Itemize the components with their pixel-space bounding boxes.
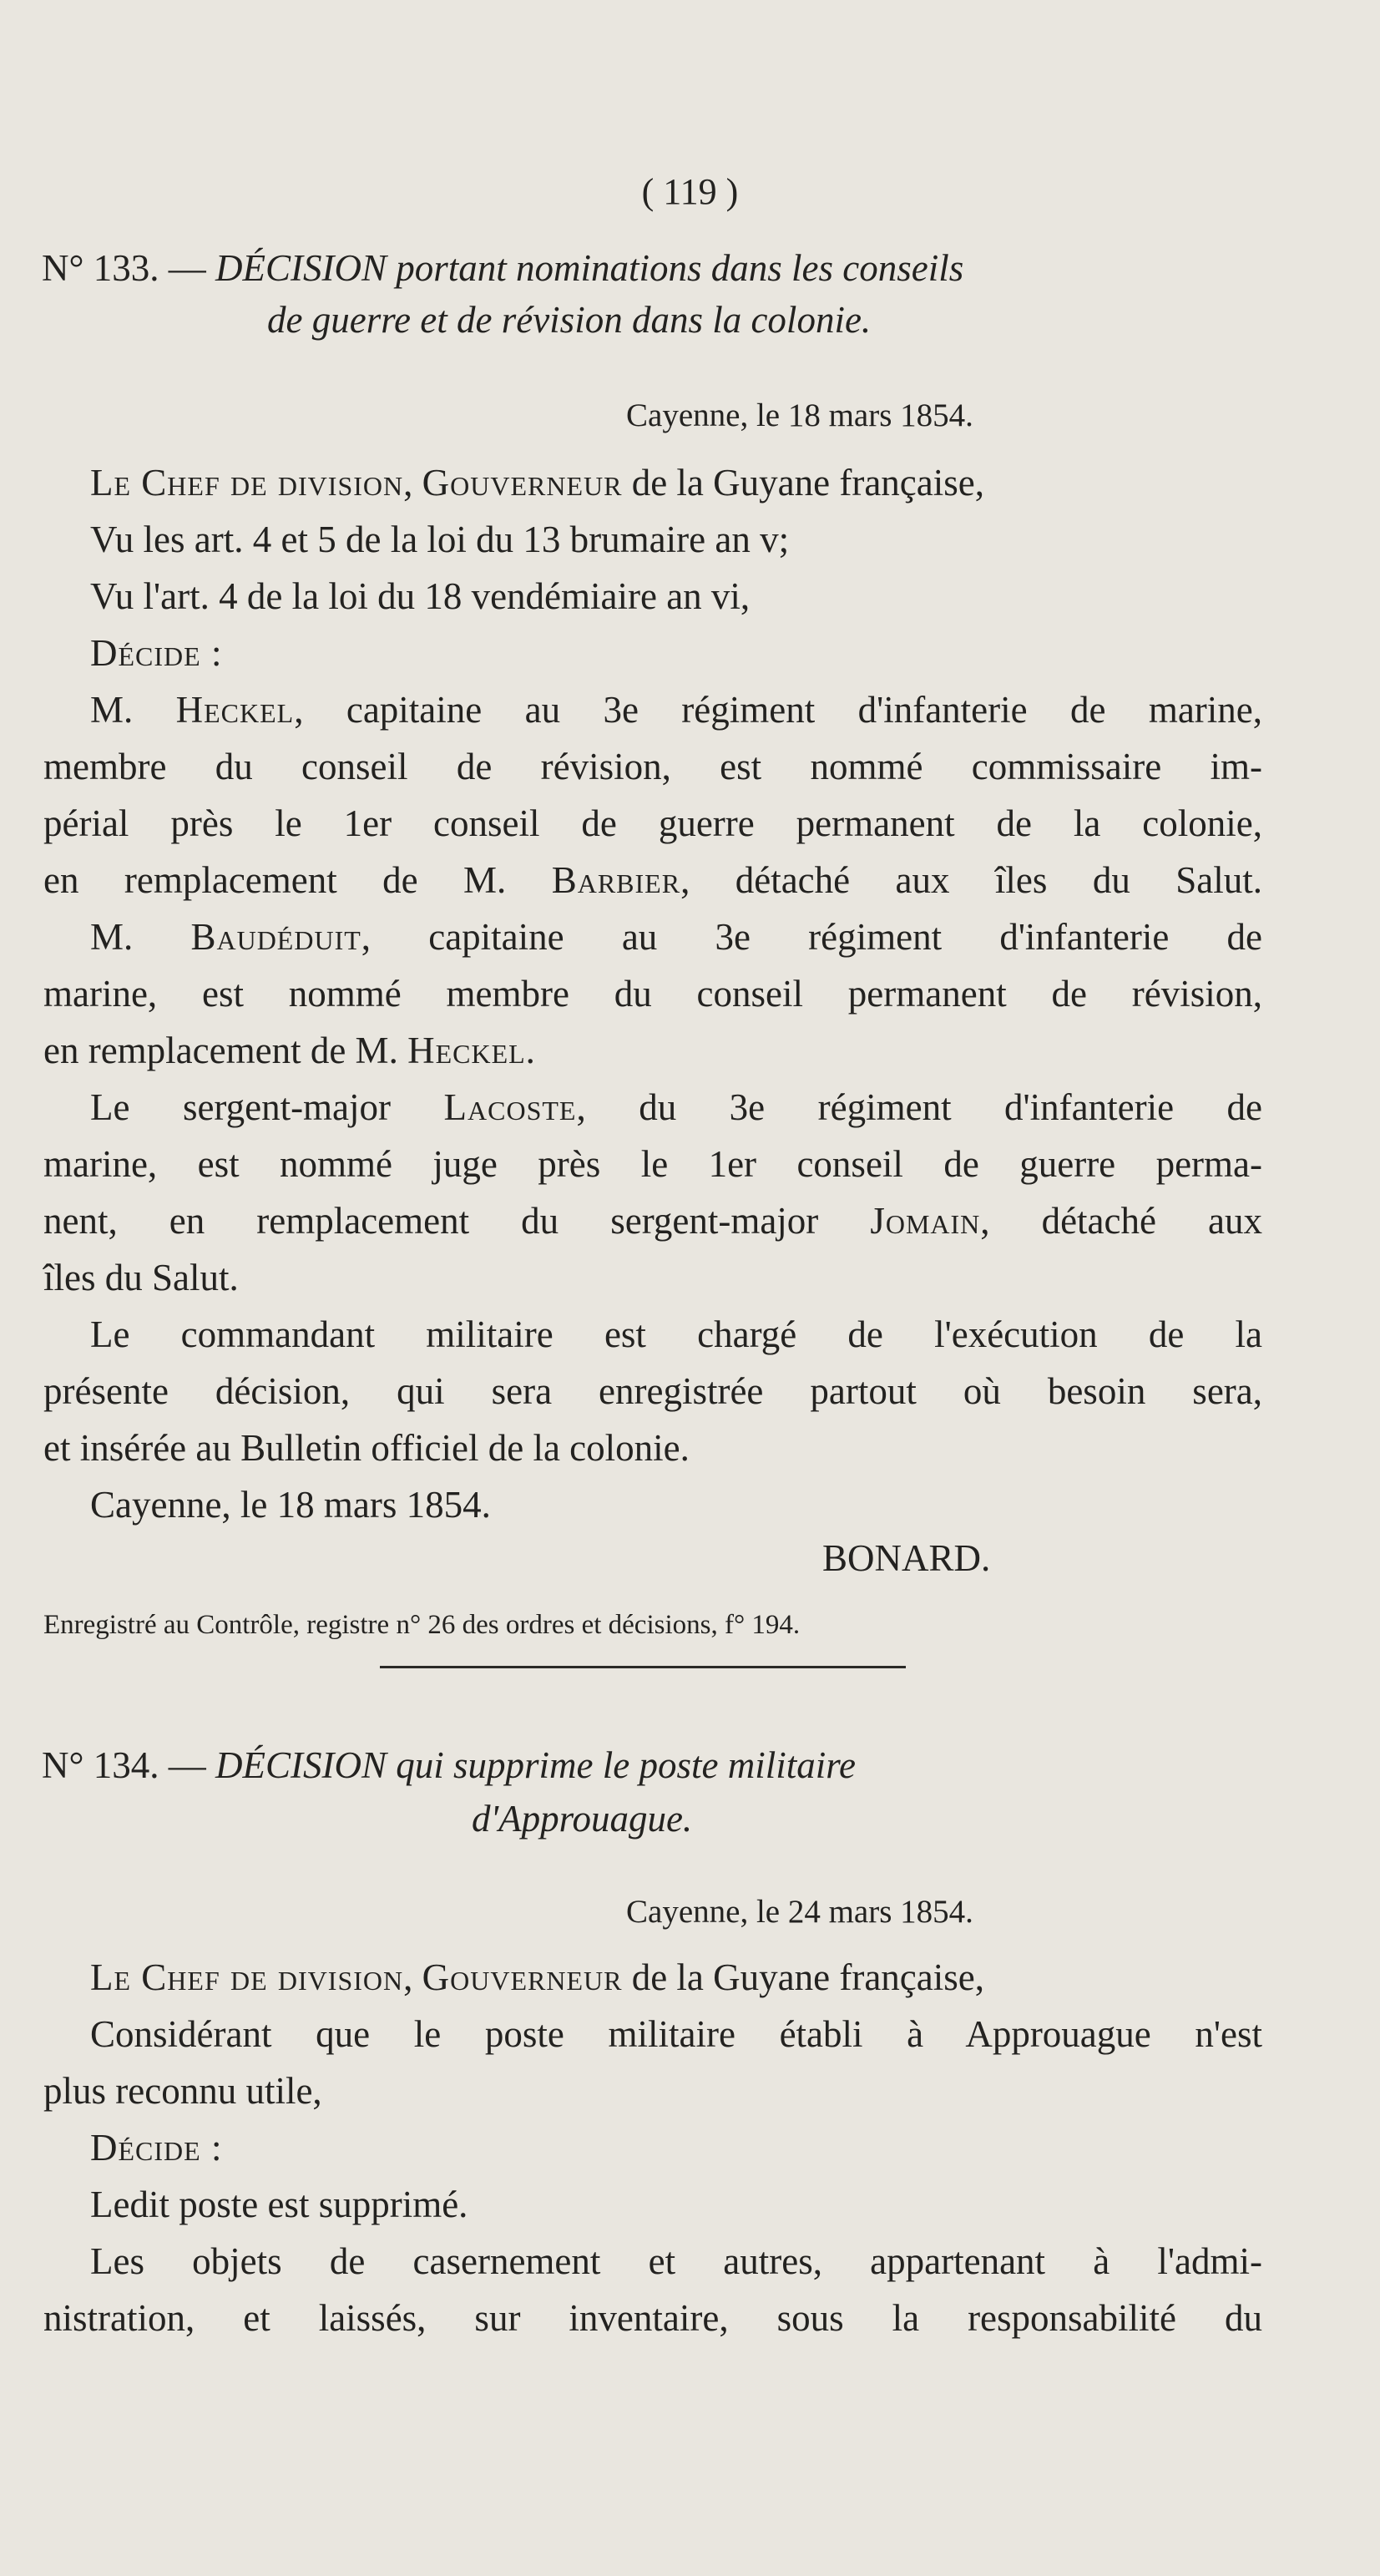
governor-suffix: de la Guyane française, xyxy=(622,462,984,504)
decision-134-number: N° 134. — xyxy=(42,1744,206,1786)
text: M. xyxy=(90,916,191,958)
text: Le sergent-major xyxy=(90,1086,444,1128)
section-divider xyxy=(380,1666,906,1668)
page-number: ( 119 ) xyxy=(641,171,739,212)
decision-133-vu-2: Vu l'art. 4 de la loi du 18 vendémiaire an vi, xyxy=(90,575,751,617)
name-baudeduit: Baudéduit xyxy=(190,916,361,958)
decision-133-para2-line1 xyxy=(90,913,1262,960)
text: M. xyxy=(90,689,176,731)
decision-133-heading xyxy=(42,245,963,291)
decision-133-title-continued: de guerre et de révision dans la colonie. xyxy=(267,299,872,341)
decision-133-vu-1: Vu les art. 4 et 5 de la loi du 13 brumaire an v; xyxy=(90,519,790,560)
decision-133-para1-line2: membre du conseil de révision, est nommé commissaire im- xyxy=(43,746,1262,787)
decision-133-para2-line2: marine, est nommé membre du conseil permanent de révision, xyxy=(43,973,1262,1015)
text: , détaché aux xyxy=(980,1200,1262,1242)
decision-134-title-continued: d'Approuague. xyxy=(472,1798,693,1840)
decision-133-para3-line3 xyxy=(43,1197,1262,1244)
name-heckel: Heckel xyxy=(407,1030,526,1071)
chef-de-division: Le Chef de division xyxy=(90,1956,404,1998)
text: , du 3e régiment d'infanterie de xyxy=(576,1086,1263,1128)
chef-de-division: Le Chef de division xyxy=(90,462,404,504)
name-lacoste: Lacoste xyxy=(443,1086,577,1128)
text: en remplacement de M. xyxy=(43,1030,408,1071)
decision-133-para4-line2: présente décision, qui sera enregistrée partout où besoin sera, xyxy=(43,1370,1262,1412)
decision-134-line3: nistration, et laissés, sur inventaire, sous la responsabilité du xyxy=(43,2297,1262,2339)
decision-133-para1-line1 xyxy=(90,686,1262,733)
decision-133-para4-line1: Le commandant militaire est chargé de l'exécution de la xyxy=(90,1313,1262,1355)
decision-134-line1: Ledit poste est supprimé. xyxy=(90,2184,468,2225)
separator: , xyxy=(403,1956,422,1998)
name-heckel: Heckel xyxy=(175,689,295,731)
decision-134-governor-line xyxy=(90,1954,984,2001)
governor-suffix: de la Guyane française, xyxy=(622,1956,984,1998)
decision-133-para1-line4 xyxy=(43,857,1262,903)
gouverneur: Gouverneur xyxy=(422,1956,623,1998)
decision-133-place-date: Cayenne, le 18 mars 1854. xyxy=(626,397,973,433)
decision-133-title: DÉCISION portant nominations dans les conseils xyxy=(215,247,964,289)
decision-134-place-date: Cayenne, le 24 mars 1854. xyxy=(626,1894,973,1930)
gouverneur: Gouverneur xyxy=(422,462,623,504)
decision-134-considering-line2: plus reconnu utile, xyxy=(43,2070,322,2112)
decision-133-para1-line3: périal près le 1er conseil de guerre permanent de la colonie, xyxy=(43,802,1262,844)
decision-133-para4-line3: et insérée au Bulletin officiel de la colonie. xyxy=(43,1427,690,1469)
separator: , xyxy=(403,462,422,504)
text: , capitaine au 3e régiment d'infanterie de marine, xyxy=(294,689,1263,731)
decision-133-decide: Décide : xyxy=(90,632,223,674)
decision-134-considering-line1: Considérant que le poste militaire établi à Approuague n'est xyxy=(90,2013,1262,2055)
decision-133-para2-line3 xyxy=(43,1027,535,1074)
text: en remplacement de M. xyxy=(43,859,552,901)
decision-134-decide: Décide : xyxy=(90,2127,223,2169)
decision-134-line2: Les objets de casernement et autres, appartenant à l'admi- xyxy=(90,2240,1262,2282)
text: , détaché aux îles du Salut. xyxy=(680,859,1262,901)
name-barbier: Barbier xyxy=(551,859,681,901)
decision-133-governor-line xyxy=(90,459,984,506)
decision-134-heading xyxy=(42,1742,856,1789)
decision-133-para3-line2: marine, est nommé juge près le 1er conseil de guerre perma- xyxy=(43,1143,1262,1185)
text: . xyxy=(525,1030,535,1071)
decision-133-signature: BONARD. xyxy=(822,1537,991,1579)
decision-133-para3-line1 xyxy=(90,1084,1262,1131)
decision-133-registration-note: Enregistré au Contrôle, registre n° 26 des ordres et décisions, f° 194. xyxy=(43,1610,801,1640)
text: nent, en remplacement du sergent-major xyxy=(43,1200,871,1242)
decision-133-closing-date: Cayenne, le 18 mars 1854. xyxy=(90,1484,491,1526)
text: , capitaine au 3e régiment d'infanterie de xyxy=(361,916,1263,958)
decision-133-number: N° 133. — xyxy=(42,247,206,289)
decision-134-title: DÉCISION qui supprime le poste militaire xyxy=(215,1744,857,1786)
decision-133-para3-line4: îles du Salut. xyxy=(43,1257,239,1298)
name-jomain: Jomain xyxy=(870,1200,981,1242)
